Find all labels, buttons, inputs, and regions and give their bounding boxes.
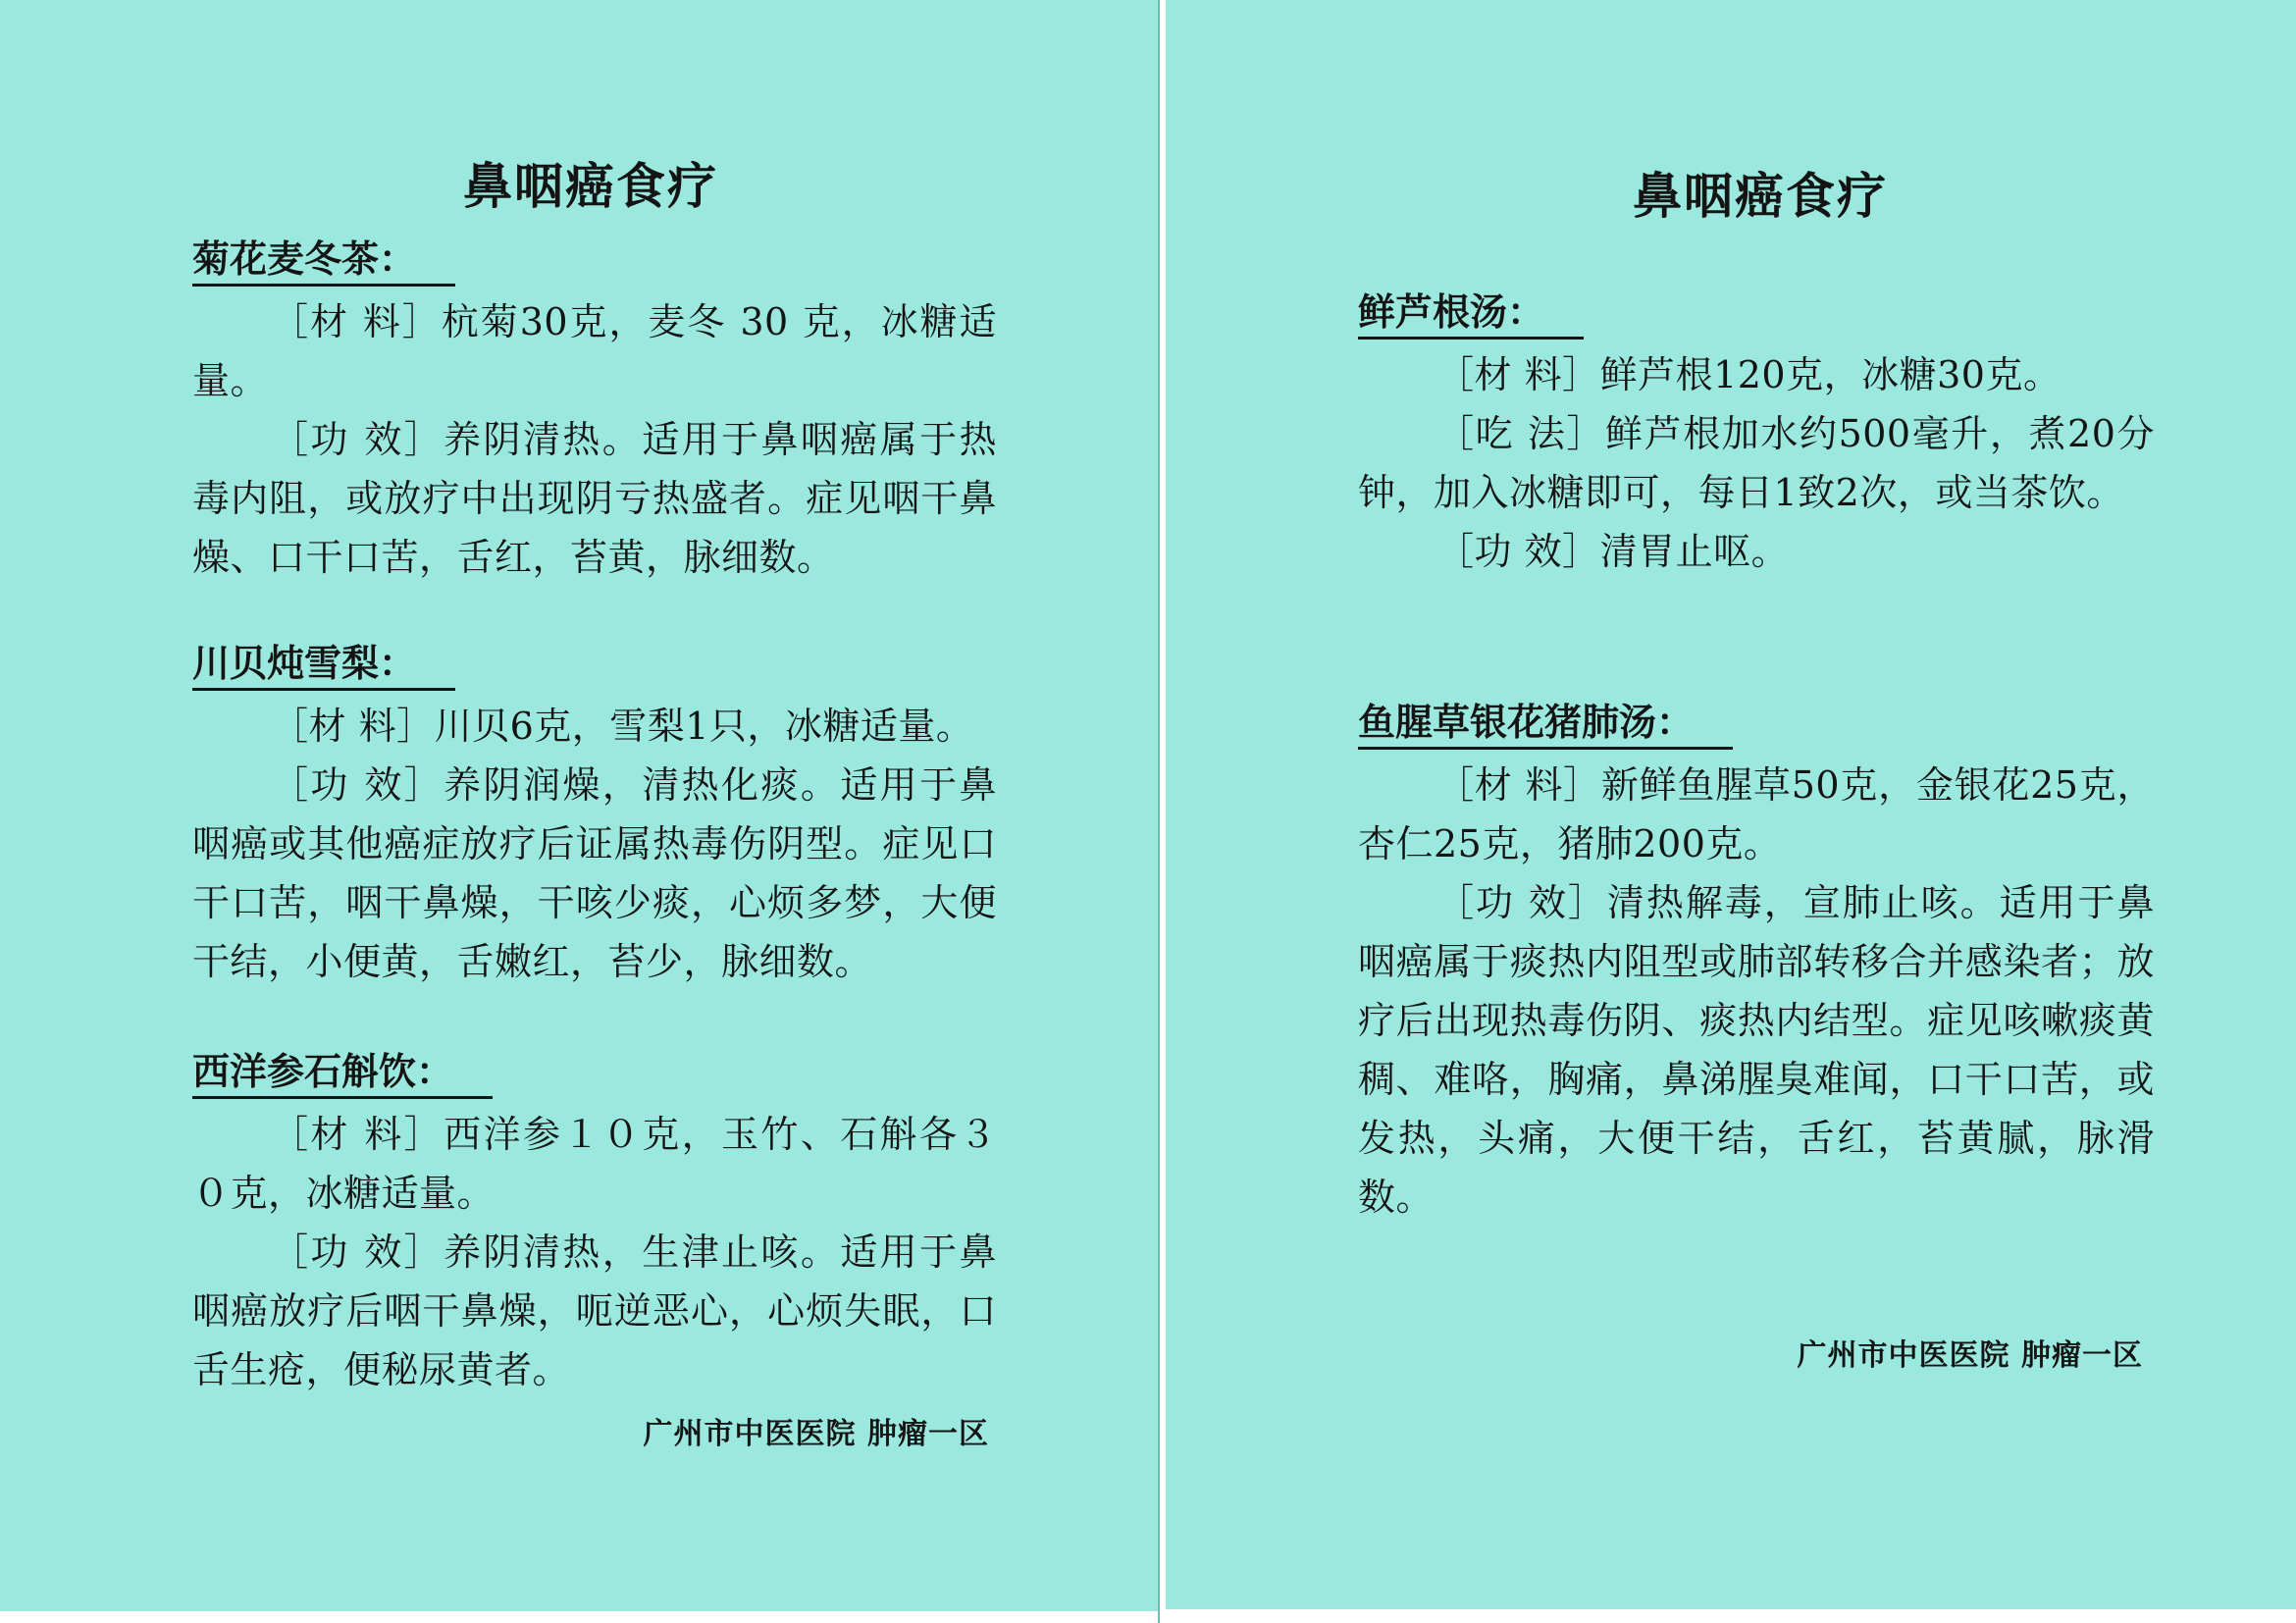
recipe-ingredients: ［材 料］鲜芦根120克，冰糖30克。 — [1436, 353, 2061, 397]
recipe-effects: ［功 效］清热解毒，宣肺止咳。适用于鼻咽癌属于痰热内阻型或肺部转移合并感染者；放疗后出现热毒伤阴、痰热内结型。症见咳嗽痰黄稠、难咯，胸痛，鼻涕腥臭难闻，口干口苦，或发热，头痛，大便干结，舌红，苔黄腻，脉滑数。 — [1358, 881, 2155, 1220]
right-page — [1166, 0, 2296, 1609]
recipe-ingredients: ［材 料］西洋参１０克，玉竹、石斛各３０克，冰糖适量。 — [192, 1113, 997, 1216]
recipe-section — [192, 1048, 997, 1399]
recipe-name: 鱼腥草银花猪肺汤： — [1358, 699, 1733, 750]
recipe-effects: ［功 效］清胃止呕。 — [1436, 530, 1790, 574]
recipe-section — [1358, 288, 2155, 581]
recipe-effects: ［功 效］养阴清热。适用于鼻咽癌属于热毒内阻，或放疗中出现阴亏热盛者。症见咽干鼻燥、口干口苦，舌红，苔黄，脉细数。 — [192, 418, 997, 580]
page-title: 鼻咽癌食疗 — [1633, 168, 1888, 225]
recipe-effects: ［功 效］养阴清热，生津止咳。适用于鼻咽癌放疗后咽干鼻燥，呃逆恶心，心烦失眠，口舌生疮，便秘尿黄者。 — [192, 1230, 997, 1392]
recipe-effects: ［功 效］养阴润燥，清热化痰。适用于鼻咽癌或其他癌症放疗后证属热毒伤阴型。症见口干口苦，咽干鼻燥，干咳少痰，心烦多梦，大便干结，小便黄，舌嫩红，苔少，脉细数。 — [192, 763, 997, 984]
page-title: 鼻咽癌食疗 — [463, 158, 718, 215]
recipe-ingredients: ［材 料］新鲜鱼腥草50克，金银花25克，杏仁25克，猪肺200克。 — [1358, 763, 2155, 866]
hospital-footer: 广州市中医医院 肿瘤一区 — [643, 1417, 989, 1451]
recipe-section — [192, 236, 997, 587]
recipe-section — [192, 640, 997, 991]
fold-line — [1158, 0, 1160, 1623]
recipe-name: 川贝炖雪梨： — [192, 640, 455, 691]
recipe-ingredients: ［材 料］川贝6克，雪梨1只，冰糖适量。 — [271, 705, 974, 749]
hospital-footer: 广州市中医医院 肿瘤一区 — [1797, 1338, 2143, 1373]
recipe-name: 菊花麦冬茶： — [192, 236, 455, 287]
recipe-ingredients: ［材 料］杭菊30克，麦冬 30 克，冰糖适量。 — [192, 300, 997, 403]
recipe-name: 西洋参石斛饮： — [192, 1048, 493, 1099]
recipe-section — [1358, 699, 2155, 1227]
recipe-name: 鲜芦根汤： — [1358, 288, 1584, 340]
recipe-method: ［吃 法］鲜芦根加水约500毫升，煮20分钟，加入冰糖即可，每日1致2次，或当茶饮。 — [1358, 412, 2155, 515]
